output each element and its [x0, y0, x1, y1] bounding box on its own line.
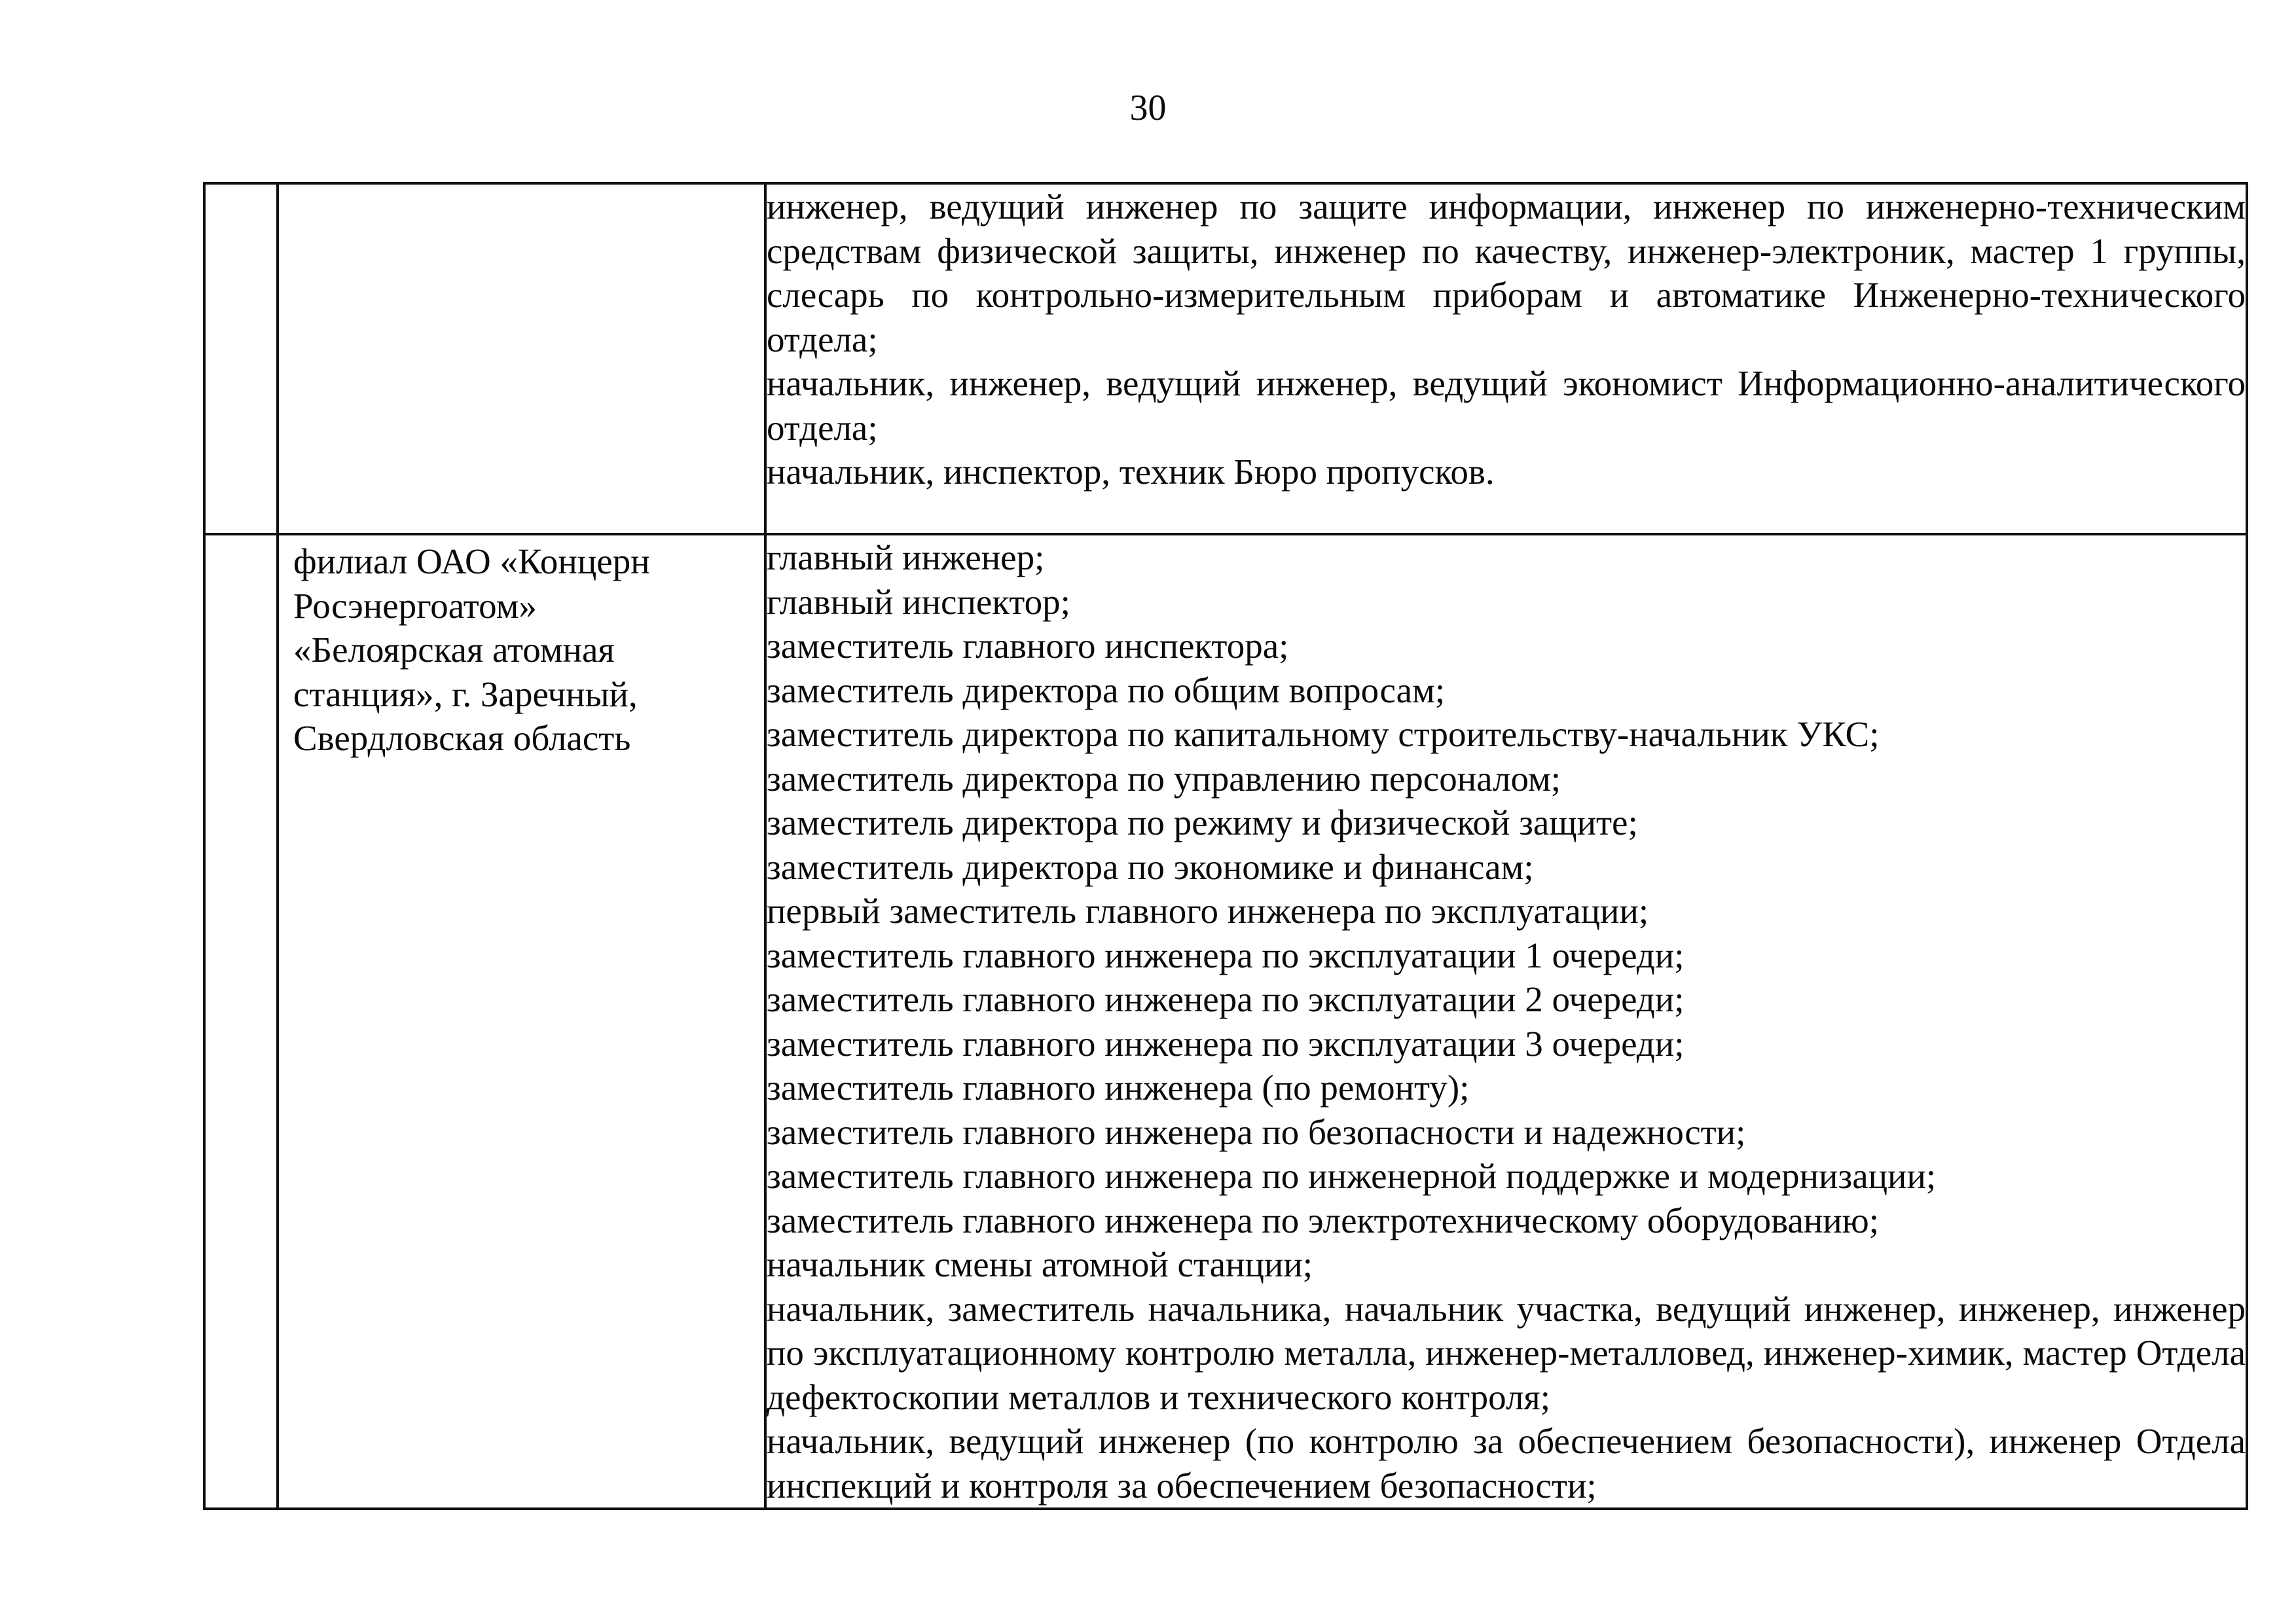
- position-entry: заместитель главного инженера по эксплуатации 3 очереди;: [767, 1023, 1685, 1064]
- page-number: 30: [1129, 88, 1167, 128]
- position-entry: инженер, ведущий инженер по защите информации, инженер по инженерно-техническим средствам физической защиты, инженер по качеству, инженер-электроник, мастер 1 группы, слесарь по контрольно-измерительным приборам и автоматике Инженерно-технического отдела;: [767, 187, 2246, 359]
- table-row: [204, 183, 2247, 534]
- position-entry: заместитель главного инженера по безопасности и надежности;: [767, 1111, 1746, 1152]
- position-entry: начальник, ведущий инженер (по контролю за обеспечением безопасности), инженер Отдела инспекций и контроля за обеспечением безопасности;: [767, 1421, 2246, 1506]
- position-entry: заместитель главного инженера по инженерной поддержке и модернизации;: [767, 1156, 1937, 1196]
- table-row: [204, 534, 2247, 1509]
- position-entry: заместитель директора по капитальному строительству-начальник УКС;: [767, 714, 1880, 754]
- organization-cell: [278, 534, 765, 1509]
- organization-name: [279, 185, 764, 189]
- position-entry: заместитель главного инженера (по ремонту);: [767, 1068, 1470, 1108]
- position-entry: начальник смены атомной станции;: [767, 1244, 1313, 1284]
- position-entry: заместитель директора по управлению персоналом;: [767, 758, 1561, 799]
- row-number-cell: [204, 534, 278, 1509]
- positions-cell: [765, 183, 2247, 534]
- row-number-cell: [204, 183, 278, 534]
- position-entry: заместитель директора по экономике и финансам;: [767, 846, 1534, 887]
- position-entry: главный инспектор;: [767, 581, 1070, 622]
- position-entry: первый заместитель главного инженера по эксплуатации;: [767, 891, 1649, 931]
- position-entry: заместитель главного инженера по эксплуатации 1 очереди;: [767, 935, 1685, 975]
- position-entry: начальник, заместитель начальника, начальник участка, ведущий инженер, инженер, инженер по эксплуатационному контролю металла, инженер-металловед, инженер-химик, мастер Отдела дефектоскопии металлов и технического контроля;: [767, 1288, 2246, 1417]
- position-entry: заместитель директора по общим вопросам;: [767, 670, 1446, 710]
- position-entry: заместитель директора по режиму и физической защите;: [767, 803, 1638, 842]
- organization-name: филиал ОАО «Концерн Росэнергоатом» «Белоярская атомная станция», г. Заречный, Свердловская область: [293, 541, 650, 758]
- positions-cell: [765, 534, 2247, 1509]
- positions-table: [203, 182, 2248, 1510]
- position-entry: главный инженер;: [767, 537, 1045, 577]
- position-entry: заместитель главного инженера по эксплуатации 2 очереди;: [767, 979, 1685, 1019]
- position-entry: начальник, инженер, ведущий инженер, ведущий экономист Информационно-аналитического отдела;: [767, 363, 2246, 448]
- position-entry: заместитель главного инспектора;: [767, 626, 1289, 666]
- organization-cell: [278, 183, 765, 534]
- position-entry: заместитель главного инженера по электротехническому оборудованию;: [767, 1200, 1880, 1240]
- position-entry: начальник, инспектор, техник Бюро пропусков.: [767, 452, 1495, 492]
